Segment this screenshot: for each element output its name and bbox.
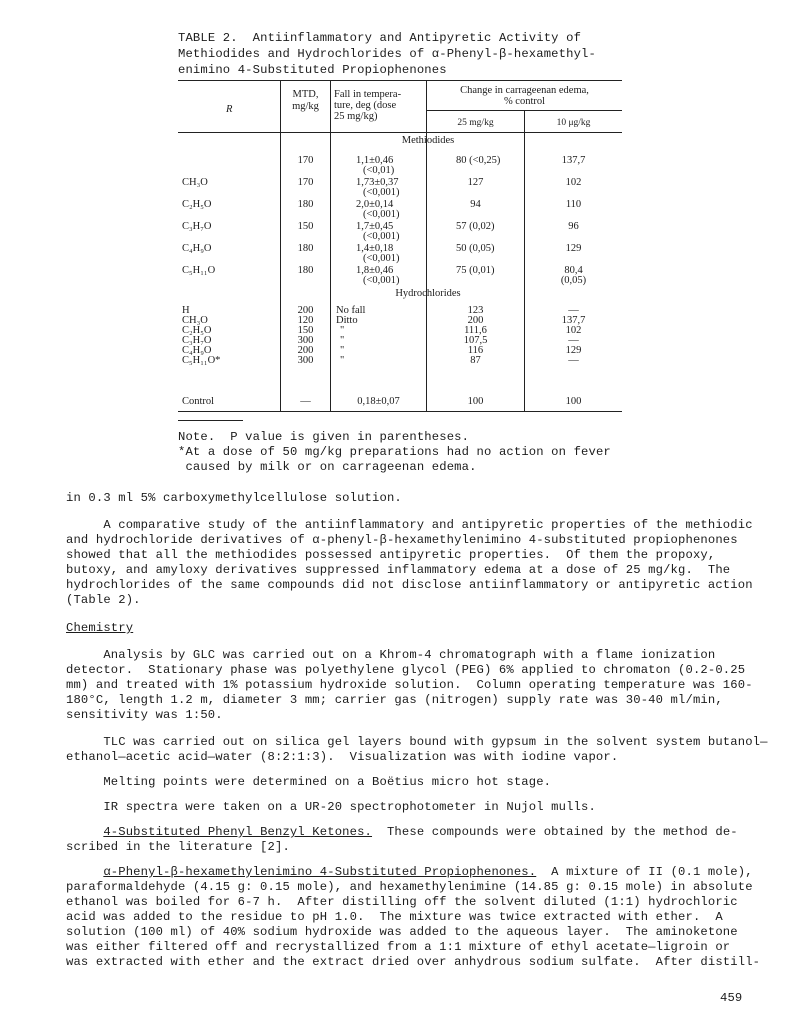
header-fall: ture, deg (dose: [334, 100, 397, 111]
cell-c25: 123: [467, 305, 484, 316]
cell-c25: 87: [470, 355, 481, 366]
header-fall: Fall in tempera-: [334, 89, 402, 100]
text-run: A mixture of II (0.1 mole),: [536, 865, 753, 879]
cell-p: (<0,001): [363, 187, 400, 198]
cell-p: (<0,001): [363, 275, 400, 286]
cell-mtd: 180: [297, 265, 314, 276]
cell-r: H: [182, 305, 190, 316]
note-line: *At a dose of 50 mg/kg preparations had no action on fever: [178, 445, 611, 459]
header-change: % control: [503, 96, 546, 107]
cell-c10: 96: [568, 221, 579, 232]
text-line: Analysis by GLC was carried out on a Khrom-4 chromatograph with a flame ionization: [66, 648, 716, 662]
text-line: solution (100 ml) of 40% sodium hydroxide was added to the aqueous layer. The aminoketone: [66, 925, 738, 939]
cell-fall: 1,8±0,46: [356, 265, 394, 276]
text-line: [66, 825, 756, 840]
cell-mtd: —: [300, 396, 311, 407]
cell-c10: 80,4: [564, 265, 583, 276]
text-line: acid was added to the residue to pH 1.0. The mixture was twice extracted with ether. A: [66, 910, 723, 924]
subheading: α-Phenyl-β-hexamethylenimino 4-Substituted Propiophenones.: [103, 865, 537, 879]
text-line: 180°C, length 1.2 m, diameter 3 mm; carrier gas (nitrogen) supply rate was 30-40 ml/min,: [66, 693, 723, 707]
cell-c25: 80 (<0,25): [456, 155, 501, 166]
cell-r: C₃H₇O: [182, 335, 212, 346]
text-line: mm) and treated with 1% potassium hydroxide solution. Column operating temperature was 160-: [66, 678, 753, 692]
note-line: caused by milk or on carrageenan edema.: [178, 460, 477, 474]
cell-mtd: 170: [297, 177, 314, 188]
cell-c10: 129: [565, 345, 582, 356]
text-line: IR spectra were taken on a UR-20 spectrophotometer in Nujol mulls.: [66, 800, 596, 814]
cell-fall: 1,4±0,18: [356, 243, 394, 254]
cell-mtd: 300: [297, 335, 314, 346]
text-run: These compounds were obtained by the method de-: [372, 825, 738, 839]
cell-c25: 57 (0,02): [456, 221, 495, 232]
table-caption: [178, 30, 618, 78]
cell-c10: —: [568, 335, 579, 346]
cell-fall: 1,1±0,46: [356, 155, 394, 166]
cell-fall: ": [340, 335, 345, 346]
cell-p: (<0,001): [363, 231, 400, 242]
text-line: sensitivity was 1:50.: [66, 708, 223, 722]
text-line: A comparative study of the antiinflammatory and antipyretic properties of the methiodic: [66, 518, 753, 532]
section-methiodides: Methiodides: [401, 135, 455, 146]
text-line: detector. Stationary phase was polyethylene glycol (PEG) 6% applied to chromaton (0.2-0.25: [66, 663, 746, 677]
cell-c10-p: (0,05): [560, 275, 587, 286]
cell-c10: —: [568, 305, 579, 316]
text-line: was either filtered off and recrystallized from a 1:1 mixture of ethyl acetate—ligroin or: [66, 940, 731, 954]
caption-line: TABLE 2. Antiinflammatory and Antipyretic Activity of: [178, 31, 582, 45]
cell-r: CH₃O: [182, 315, 208, 326]
body-paragraph: [66, 825, 756, 855]
table-top-rule: [178, 80, 622, 81]
cell-c25: 127: [467, 177, 484, 188]
cell-mtd: 180: [297, 199, 314, 210]
text-line: Melting points were determined on a Boëtius micro hot stage.: [66, 775, 552, 789]
cell-c10: 100: [565, 396, 582, 407]
header-dose-10: 10 μg/kg: [556, 118, 591, 128]
header-fall: 25 mg/kg): [334, 111, 378, 122]
section-hydrochlorides: Hydrochlorides: [395, 288, 461, 299]
cell-r: C₂H₅O: [182, 325, 212, 336]
body-paragraph: [66, 800, 756, 815]
cell-fall: 1,7±0,45: [356, 221, 394, 232]
data-table: [178, 80, 622, 420]
cell-fall: Ditto: [336, 315, 358, 326]
cell-fall: No fall: [336, 305, 366, 316]
page-number: 459: [720, 991, 743, 1005]
cell-c10: 137,7: [561, 155, 586, 166]
cell-c25: 116: [467, 345, 484, 356]
cell-r: Control: [182, 396, 215, 407]
cell-r: C₂H₅O: [182, 199, 212, 210]
cell-fall: ": [340, 345, 345, 356]
text-line: hydrochlorides of the same compounds did not disclose antiinflammatory or antipyretic action: [66, 578, 753, 592]
cell-c25: 50 (0,05): [456, 243, 495, 254]
cell-mtd: 150: [297, 221, 314, 232]
col-rule: [330, 80, 331, 411]
text-line: [66, 865, 756, 880]
text-line: TLC was carried out on silica gel layers bound with gypsum in the solvent system butanol—: [66, 735, 768, 749]
cell-r: C₃H₇O: [182, 221, 212, 232]
body-paragraph: [66, 648, 756, 723]
header-mtd: MTD,: [292, 89, 319, 100]
caption-line: enimino 4-Substituted Propiophenones: [178, 63, 447, 77]
cell-c25: 94: [470, 199, 481, 210]
heading-chemistry: Chemistry: [66, 621, 134, 635]
cell-c10: 102: [565, 177, 582, 188]
cell-c25: 100: [467, 396, 484, 407]
cell-p: (<0,001): [363, 253, 400, 264]
cell-fall: ": [340, 355, 345, 366]
text-line: ethanol was boiled for 6-7 h. After distilling off the solvent diluted (1:1) hydrochloric: [66, 895, 738, 909]
note-line: Note. P value is given in parentheses.: [178, 430, 470, 444]
text-line: paraformaldehyde (4.15 g: 0.15 mole), and hexamethylenimine (14.85 g: 0.15 mole) in absolute: [66, 880, 753, 894]
cell-mtd: 200: [297, 345, 314, 356]
cell-c10: 137,7: [561, 315, 586, 326]
cell-mtd: 120: [297, 315, 314, 326]
cell-fall: 2,0±0,14: [356, 199, 394, 210]
text-line: and hydrochloride derivatives of α-phenyl-β-hexamethylenimino 4-substituted propiophenones: [66, 533, 738, 547]
text-line: (Table 2).: [66, 593, 141, 607]
body-paragraph: [66, 775, 756, 790]
indent: [66, 825, 103, 839]
cell-c25: 75 (0,01): [456, 265, 495, 276]
cell-r: C₄H₉O: [182, 243, 212, 254]
header-bottom-rule: [178, 132, 622, 133]
text-line: was extracted with ether and the extract dried over anhydrous sodium sulfate. After distill-: [66, 955, 761, 969]
cell-mtd: 150: [297, 325, 314, 336]
cell-r: C₅H₁₁O: [182, 265, 216, 276]
cell-mtd: 170: [297, 155, 314, 166]
cell-c10: 110: [565, 199, 582, 210]
indent: [66, 865, 103, 879]
table-bottom-rule: [178, 411, 622, 412]
header-r: R: [226, 104, 233, 115]
cell-mtd: 180: [297, 243, 314, 254]
cell-c25: 107,5: [463, 335, 488, 346]
footnote-rule: [178, 420, 243, 421]
cell-c10: 129: [565, 243, 582, 254]
cell-fall: ": [340, 325, 345, 336]
cell-mtd: 300: [297, 355, 314, 366]
body-paragraph: [66, 491, 756, 506]
cell-c25: 111,6: [464, 325, 487, 336]
caption-line: Methiodides and Hydrochlorides of α-Phenyl-β-hexamethyl-: [178, 47, 596, 61]
cell-fall: 1,73±0,37: [356, 177, 399, 188]
header-dose-25: 25 mg/kg: [457, 118, 494, 128]
text-line: ethanol—acetic acid—water (8:2:1:3). Visualization was with iodine vapor.: [66, 750, 619, 764]
cell-r: CH₃O: [182, 177, 208, 188]
text-line: in 0.3 ml 5% carboxymethylcellulose solution.: [66, 491, 402, 505]
text-line: showed that all the methiodides possessed antipyretic properties. Of them the propoxy,: [66, 548, 716, 562]
cell-p: (<0,001): [363, 209, 400, 220]
table-notes: [178, 430, 611, 475]
body-paragraph: [66, 865, 761, 970]
cell-c25: 200: [467, 315, 484, 326]
cell-c10: 102: [565, 325, 582, 336]
header-mtd-unit: mg/kg: [292, 101, 319, 112]
cell-fall: 0,18±0,07: [357, 396, 400, 407]
cell-r: C₅H₁₁O*: [182, 355, 221, 366]
cell-c10: —: [568, 355, 579, 366]
section-heading: [66, 621, 756, 636]
text-line: scribed in the literature [2].: [66, 840, 290, 854]
subheading: 4-Substituted Phenyl Benzyl Ketones.: [103, 825, 373, 839]
cell-p: (<0,01): [363, 165, 395, 176]
text-line: butoxy, and amyloxy derivatives suppressed inflammatory edema at a dose of 25 mg/kg. The: [66, 563, 731, 577]
body-paragraph: [66, 735, 768, 765]
header-change: Change in carrageenan edema,: [460, 85, 589, 96]
cell-mtd: 200: [297, 305, 314, 316]
cell-r: C₄H₉O: [182, 345, 212, 356]
body-paragraph: [66, 518, 756, 608]
